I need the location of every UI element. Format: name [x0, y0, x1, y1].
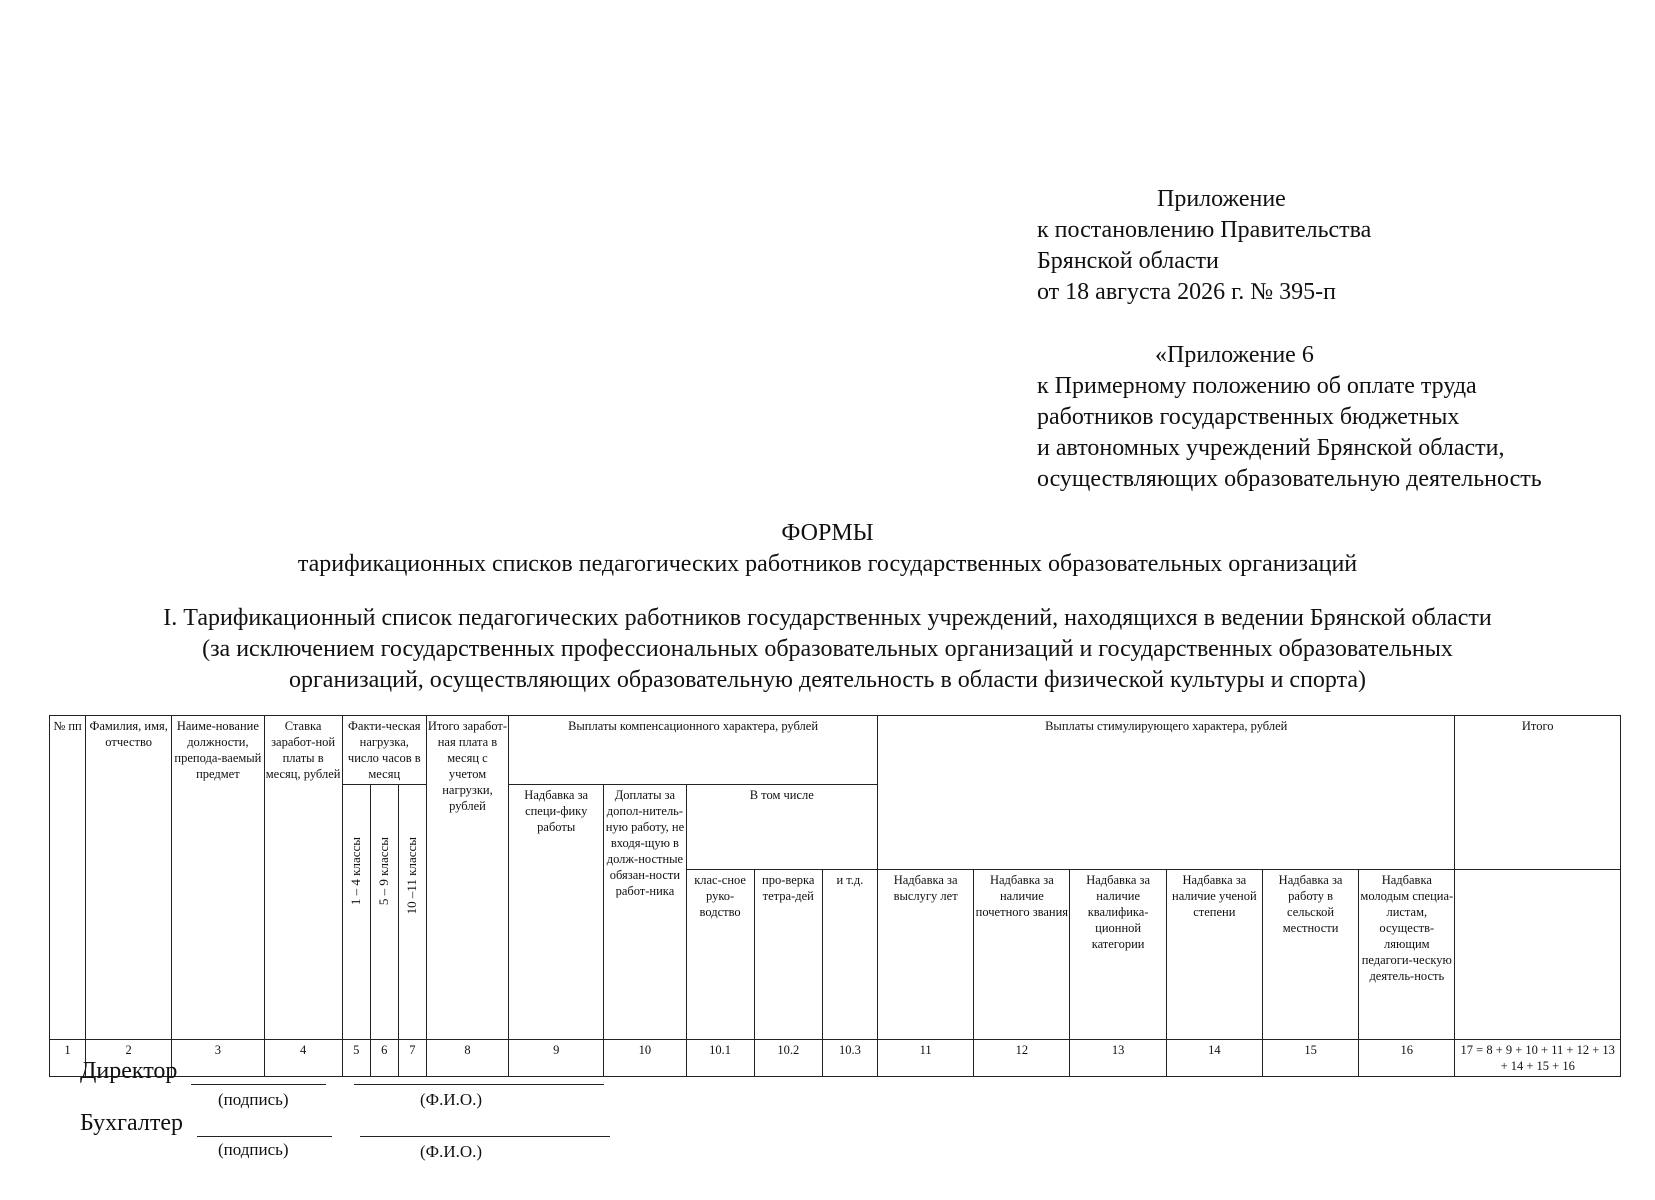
tariff-table	[49, 715, 1621, 1077]
header-load: Факти-ческая нагрузка, число часов в месяц	[342, 716, 426, 785]
director-sign-field	[191, 1060, 326, 1085]
header-comp-extra: Доплаты за допол-нитель-ную работу, не входя-щую в долж-ностные обязан-ности работ-ника	[604, 785, 686, 1040]
appendix-line-3: Брянской области	[1037, 248, 1219, 274]
header-stim-title: Надбавка за наличие почетного звания	[974, 870, 1070, 1040]
director-name-hint: (Ф.И.О.)	[420, 1090, 483, 1109]
header-stim-young: Надбавка молодым специа-листам, осуществ-ляющим педагоги-ческую деятель-ность	[1359, 870, 1455, 1040]
header-etc: и т.д.	[822, 870, 877, 1040]
document-title: ФОРМЫ	[781, 520, 874, 546]
document-subtitle: тарификационных списков педагогических работников государственных образовательных организаций	[297, 551, 1358, 577]
col-num-total-formula: 17 = 8 + 9 + 10 + 11 + 12 + 13 + 14 + 15 + 16	[1455, 1040, 1621, 1077]
col-num: 3	[172, 1040, 264, 1077]
header-load-1-4	[342, 785, 370, 1040]
accountant-sign-hint: (подпись)	[218, 1140, 289, 1159]
header-position: Наиме-нование должности, препода-ваемый предмет	[172, 716, 264, 1040]
director-label: Директор	[80, 1058, 178, 1084]
director-signature-line	[80, 1058, 604, 1085]
col-num: 1	[50, 1040, 86, 1077]
header-including: В том числе	[686, 785, 878, 870]
header-class-lead: клас-сное руко-водство	[686, 870, 754, 1040]
accountant-name-hint: (Ф.И.О.)	[420, 1142, 483, 1161]
col-num: 10	[604, 1040, 686, 1077]
col-num: 16	[1359, 1040, 1455, 1077]
header-row-1	[50, 716, 1621, 785]
header-stim-degree: Надбавка за наличие ученой степени	[1166, 870, 1262, 1040]
col-num: 10.2	[754, 1040, 822, 1077]
accountant-label: Бухгалтер	[80, 1110, 184, 1136]
header-total: Итого	[1455, 716, 1621, 870]
header-total-empty	[1455, 870, 1621, 1040]
header-load-5-9	[370, 785, 398, 1040]
header-compensation: Выплаты компенсационного характера, рублей	[509, 716, 878, 785]
header-name: Фамилия, имя, отчество	[86, 716, 172, 1040]
director-name-field	[354, 1060, 604, 1085]
header-stim-rural: Надбавка за работу в сельской местности	[1262, 870, 1358, 1040]
appendix6-line-1: «Приложение 6	[1155, 342, 1314, 368]
header-stim-years: Надбавка за выслугу лет	[878, 870, 974, 1040]
appendix-line-4: от 18 августа 2026 г. № 395-п	[1037, 279, 1336, 305]
appendix6-line-3: работников государственных бюджетных	[1037, 404, 1460, 430]
col-num: 14	[1166, 1040, 1262, 1077]
header-total-salary: Итого заработ-ная плата в месяц с учетом нагрузки, рублей	[426, 716, 508, 1040]
appendix6-block	[1037, 340, 1647, 495]
load-10-11-label: 10 –11 классы	[404, 837, 420, 915]
col-num: 9	[509, 1040, 604, 1077]
accountant-name-field	[360, 1112, 610, 1137]
col-num: 8	[426, 1040, 508, 1077]
section-line-2: (за исключением государственных профессиональных образовательных организаций и государственных образовательных	[202, 636, 1453, 662]
load-1-4-label: 1 – 4 классы	[348, 837, 364, 906]
header-rate: Ставка заработ-ной платы в месяц, рублей	[264, 716, 342, 1040]
appendix-line-1: Приложение	[1157, 186, 1286, 212]
section-line-1: I. Тарификационный список педагогических работников государственных учреждений, находящихся в ведении Брянской области	[163, 605, 1492, 631]
col-num: 12	[974, 1040, 1070, 1077]
header-checking: про-верка тетра-дей	[754, 870, 822, 1040]
header-stimulating: Выплаты стимулирующего характера, рублей	[878, 716, 1455, 870]
appendix6-line-5: осуществляющих образовательную деятельность	[1037, 466, 1542, 492]
load-5-9-label: 5 – 9 классы	[376, 837, 392, 906]
appendix6-line-4: и автономных учреждений Брянской области,	[1037, 435, 1505, 461]
col-num: 4	[264, 1040, 342, 1077]
col-num: 15	[1262, 1040, 1358, 1077]
col-num: 10.1	[686, 1040, 754, 1077]
appendix-line-2: к постановлению Правительства	[1037, 217, 1372, 243]
header-load-10-11	[398, 785, 426, 1040]
col-num: 11	[878, 1040, 974, 1077]
director-sign-hint: (подпись)	[218, 1090, 289, 1109]
col-num: 10.3	[822, 1040, 877, 1077]
col-num: 13	[1070, 1040, 1166, 1077]
section-line-3: организаций, осуществляющих образовательную деятельность в области физической культуры и спорта)	[288, 667, 1367, 693]
accountant-signature-line	[80, 1110, 610, 1137]
col-num: 6	[370, 1040, 398, 1077]
appendix6-line-2: к Примерному положению об оплате труда	[1037, 373, 1477, 399]
header-comp-specific: Надбавка за специ-фику работы	[509, 785, 604, 1040]
col-num: 2	[86, 1040, 172, 1077]
header-stim-qualification: Надбавка за наличие квалифика-ционной категории	[1070, 870, 1166, 1040]
section-heading	[0, 603, 1655, 696]
header-num: № пп	[50, 716, 86, 1040]
col-num: 7	[398, 1040, 426, 1077]
accountant-sign-field	[197, 1112, 332, 1137]
col-num: 5	[342, 1040, 370, 1077]
appendix-block	[1037, 184, 1637, 308]
